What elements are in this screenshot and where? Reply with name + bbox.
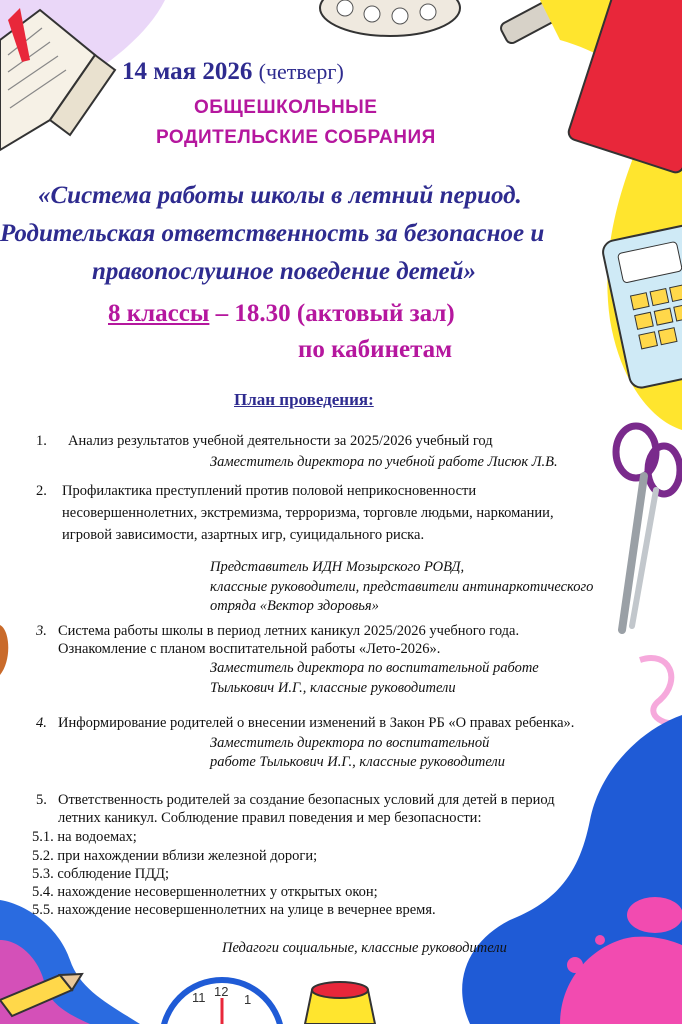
clock-number-1: 1	[244, 992, 252, 1007]
item-responsible: Заместитель директора по учебной работе Лисюк Л.В.	[210, 454, 558, 470]
item-number: 2.	[36, 483, 47, 499]
item-text: Профилактика преступлений против половой неприкосновенности	[62, 483, 477, 499]
item-responsible: работе Тылькович И.Г., классные руководители	[210, 754, 505, 770]
subitem: 5.2. при нахождении вблизи железной дороги;	[32, 848, 318, 864]
rooms-label: по кабинетам	[298, 336, 453, 363]
subitem: 5.3. соблюдение ПДД;	[32, 866, 170, 882]
time-label: – 18.30 (актовый зал)	[209, 300, 455, 327]
item-text: Система работы школы в период летних каникул 2025/2026 учебного года.	[58, 623, 520, 639]
palette-icon	[320, 0, 460, 36]
item-text: Ответственность родителей за создание безопасных условий для детей в период	[58, 792, 555, 808]
item-responsible: Тылькович И.Г., классные руководители	[210, 680, 456, 696]
item-responsible: отряда «Вектор здоровья»	[210, 598, 379, 614]
item-text: игровой зависимости, азартных игр, суицидального риска.	[62, 527, 425, 543]
item-responsible: Представитель ИДН Мозырского РОВД,	[210, 559, 465, 575]
item-responsible: классные руководители, представители антинаркотического	[210, 579, 594, 595]
item-text: Ознакомление с планом воспитательной работы «Лето-2026».	[58, 641, 441, 657]
theme-line3: правопослушное поведение детей»	[92, 258, 477, 285]
theme-line2: Родительская ответственность за безопасное и	[0, 220, 545, 247]
item-text: несовершеннолетних, экстремизма, терроризма, торговле людьми, наркомании,	[62, 505, 554, 521]
grade-label: 8 классы	[108, 300, 210, 327]
item-number: 1.	[36, 433, 47, 449]
meeting-date	[122, 58, 344, 86]
org-title-line2: РОДИТЕЛЬСКИЕ СОБРАНИЯ	[156, 127, 436, 148]
clock-number-12: 12	[214, 984, 229, 999]
org-title-line1: ОБЩЕШКОЛЬНЫЕ	[194, 97, 378, 118]
item-text: летних каникул. Соблюдение правил поведения и мер безопасности:	[58, 810, 482, 826]
clock-icon	[162, 980, 282, 1024]
right-pink-swirl	[640, 658, 682, 723]
clock-number-11: 11	[192, 990, 206, 1005]
plan-title: План проведения:	[234, 390, 374, 409]
cup-icon	[305, 982, 375, 1024]
date-text: 14 мая 2026	[122, 58, 253, 85]
item-text: Анализ результатов учебной деятельности за 2025/2026 учебный год	[68, 433, 493, 449]
subitem: 5.4. нахождение несовершеннолетних у открытых окон;	[32, 884, 378, 900]
subitem: 5.5. нахождение несовершеннолетних на улице в вечернее время.	[32, 902, 436, 918]
footer-responsible: Педагоги социальные, классные руководители	[222, 940, 507, 956]
subitem: 5.1. на водоемах;	[32, 829, 137, 845]
item-text: Информирование родителей о внесении изменений в Закон РБ «О правах ребенка».	[58, 715, 575, 731]
schedule-line	[108, 300, 455, 328]
left-orange-blob	[0, 625, 8, 675]
scissors-icon	[616, 426, 680, 630]
item-responsible: Заместитель директора по воспитательной	[210, 735, 490, 751]
item-number: 5.	[36, 792, 47, 808]
item-responsible: Заместитель директора по воспитательной работе	[210, 660, 539, 676]
item-number: 3.	[36, 623, 47, 639]
item-number: 4.	[36, 715, 47, 731]
theme-line1: «Система работы школы в летний период.	[38, 182, 522, 209]
weekday-text: (четверг)	[258, 59, 344, 84]
